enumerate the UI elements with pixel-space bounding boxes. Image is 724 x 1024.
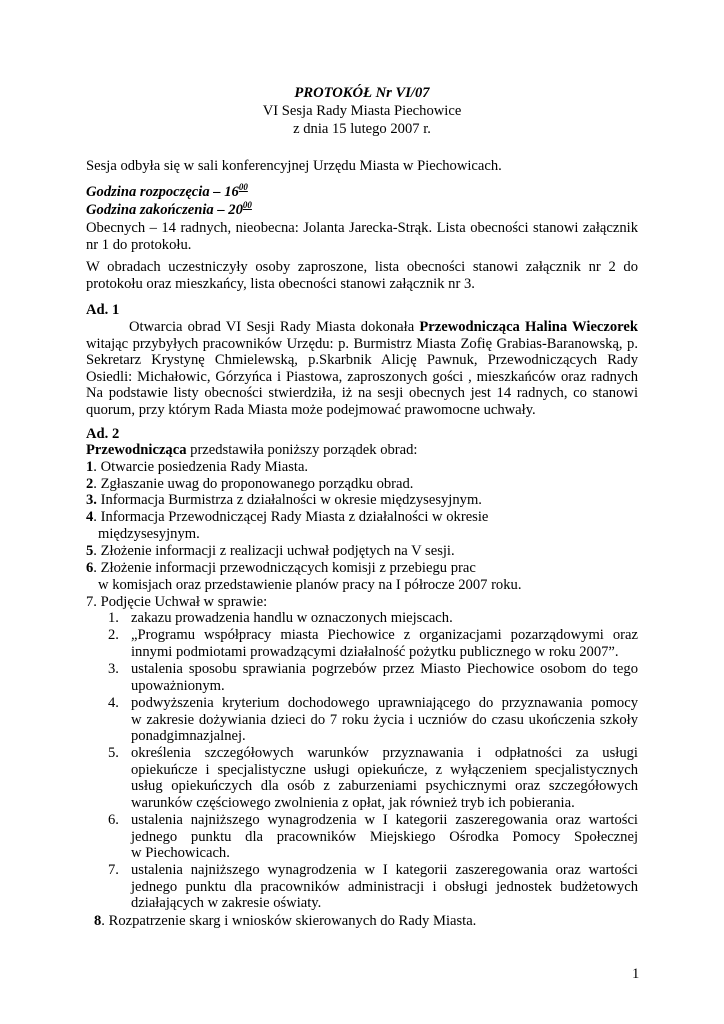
resolution-text: ustalenia najniższego wynagrodzenia w I kategorii zaszeregowania oraz wartości jednego punktu dla pracowników Miejskiego Ośrodka Pomocy Społecznej w Piechowicach. [131, 812, 638, 862]
start-time: Godzina rozpoczęcia – $16^{00}$ [86, 182, 248, 200]
resolution-text: określenia szczegółowych warunków przyznawania i odpłatności za usługi opiekuńcze i specjalistyczne usługi opiekuńcze, z wyłączeniem specjalistycznych usług opiekuńczych dla osób z zaburzeniami psychicznymi oraz szczegółowych warunków częściowego zwolnienia z opłat, jak również tryb ich pobierania. [131, 745, 638, 811]
resolution-number: 3. [108, 661, 119, 677]
resolution-text: podwyższenia kryterium dochodowego uprawniającego do przyznawania pomocy w zakresie dożywiania dzieci do 7 roku życia i uczniów do czasu ukończenia szkoły ponadgimnazjalnej. [131, 695, 638, 745]
resolution-number: 6. [108, 812, 119, 828]
agenda-item: 6. Złożenie informacji przewodniczących komisji z przebiegu prac [86, 560, 476, 576]
resolution-text: ustalenia najniższego wynagrodzenia w I kategorii zaszeregowania oraz wartości jednego punktu dla pracowników administracji i obsługi jednostek budżetowych działających w zakresie oświaty. [131, 862, 638, 912]
ad2-intro: Przewodnicząca przedstawiła poniższy porządek obrad: [86, 442, 418, 458]
session-subtitle: VI Sesja Rady Miasta Piechowice [262, 103, 462, 119]
page-number: 1 [632, 966, 640, 982]
agenda-item: 2. Zgłaszanie uwag do proponowanego porządku obrad. [86, 476, 414, 492]
resolution-text: zakazu prowadzenia handlu w oznaczonych miejscach. [131, 610, 453, 626]
agenda-item: 5. Złożenie informacji z realizacji uchwał podjętych na V sesji. [86, 543, 455, 559]
resolution-number: 4. [108, 695, 119, 711]
agenda-item: 4. Informacja Przewodniczącej Rady Miasta z działalności w okresie [86, 509, 489, 525]
ad1-heading: Ad. 1 [86, 302, 120, 318]
resolution-text: ustalenia sposobu sprawiania pogrzebów przez Miasto Piechowice osobom do tego upoważnionym. [131, 661, 638, 694]
session-location: Sesja odbyła się w sali konferencyjnej Urzędu Miasta w Piechowicach. [86, 158, 502, 174]
protocol-title: PROTOKÓŁ Nr VI/07 [294, 85, 430, 101]
end-time: Godzina zakończenia – $20^{00}$ [86, 200, 252, 218]
resolution-text: „Programu współpracy miasta Piechowice z organizacjami pozarządowymi oraz innymi podmiotami prowadzącymi działalność pożytku publicznego w roku 2007”. [131, 627, 638, 660]
ad1-paragraph: Otwarcia obrad VI Sesji Rady Miasta dokonała Przewodnicząca Halina Wieczorek witając przybyłych pracowników Urzędu: p. Burmistrz Miasta Zofię Grabias-Baranowską, p. Sekretarz Krystynę Chmielewską, p.Skarbnik Alicję Pawnuk, Przewodniczących Rady Osiedli: Michałowic, Górzyńca i Piastowa, zaproszonych gości , mieszkańców oraz radnych Na podstawie listy obecności stwierdziła, iż na sesji obecnych jest 14 radnych, co stanowi quorum, przy którym Rada Miasta może podejmować prawomocne uchwały. [86, 319, 638, 418]
resolution-number: 5. [108, 745, 119, 761]
resolution-number: 2. [108, 627, 119, 643]
agenda-item-continuation: w komisjach oraz przedstawienie planów pracy na I półrocze 2007 roku. [98, 577, 522, 593]
resolution-number: 1. [108, 610, 119, 626]
agenda-item-7: 7. Podjęcie Uchwał w sprawie: [86, 594, 268, 610]
ad2-heading: Ad. 2 [86, 426, 120, 442]
agenda-item: 3. Informacja Burmistrza z działalności w okresie międzysesyjnym. [86, 492, 482, 508]
agenda-item-8: 8. Rozpatrzenie skarg i wniosków skierowanych do Rady Miasta. [94, 913, 477, 929]
resolution-number: 7. [108, 862, 119, 878]
attendance-paragraph: Obecnych – 14 radnych, nieobecna: Jolanta Jarecka-Strąk. Lista obecności stanowi załącznik nr 1 do protokołu. [86, 220, 638, 253]
session-date: z dnia 15 lutego 2007 r. [293, 121, 431, 137]
agenda-item: 1. Otwarcie posiedzenia Rady Miasta. [86, 459, 309, 475]
agenda-item-continuation: międzysesyjnym. [98, 526, 200, 542]
guests-paragraph: W obradach uczestniczyły osoby zaproszone, lista obecności stanowi załącznik nr 2 do protokołu oraz mieszkańcy, lista obecności stanowi załącznik nr 3. [86, 259, 638, 292]
